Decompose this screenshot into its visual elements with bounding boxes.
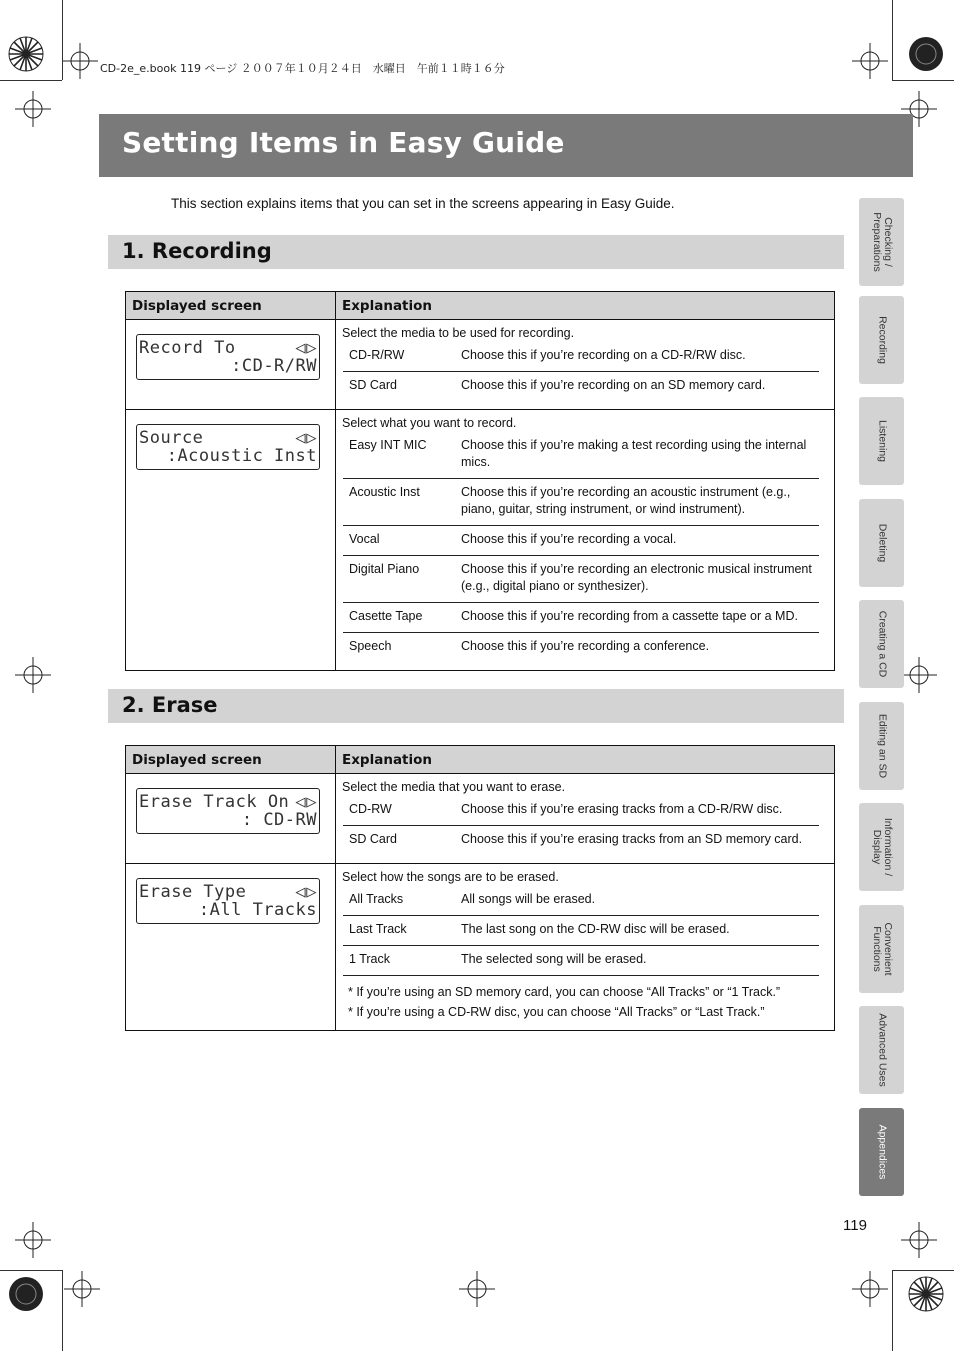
crosshair-mark-icon	[852, 43, 888, 79]
option-desc: Choose this if you’re recording an acoustic instrument (e.g., piano, guitar, string instrument, or wind instrument).	[455, 479, 819, 526]
option-name: All Tracks	[343, 886, 455, 916]
tab-appendices[interactable]	[859, 1108, 904, 1196]
section-title: 1. Recording	[122, 239, 272, 263]
crop-line	[892, 0, 893, 80]
lcd-line2: : CD-RW	[241, 810, 317, 830]
crop-line	[892, 80, 954, 81]
tab-label: Editing an SD	[876, 713, 888, 779]
crosshair-mark-icon	[15, 657, 51, 693]
explanation-cell	[336, 774, 835, 864]
section-erase-heading	[108, 689, 844, 723]
note-text: * If you’re using a CD-RW disc, you can choose “All Tracks” or “Last Track.”	[348, 1005, 765, 1019]
option-name: CD-RW	[343, 796, 455, 826]
list-item	[343, 479, 819, 526]
crosshair-mark-icon	[901, 657, 937, 693]
tab-checking-preparations[interactable]	[859, 198, 904, 286]
option-name: Casette Tape	[343, 603, 455, 633]
option-desc: Choose this if you’re recording from a cassette tape or a MD.	[455, 603, 819, 633]
option-name: SD Card	[349, 832, 397, 846]
list-item	[343, 796, 819, 826]
tab-label: Recording	[876, 316, 888, 364]
option-name: Acoustic Inst	[343, 479, 455, 526]
tab-information-display[interactable]	[859, 803, 904, 891]
list-item	[343, 342, 819, 372]
tab-listening[interactable]	[859, 397, 904, 485]
options-list	[343, 796, 819, 855]
section-recording-heading	[108, 235, 844, 269]
explanation-cell	[336, 864, 835, 1031]
option-name: Last Track	[343, 916, 455, 946]
lcd-display	[136, 424, 320, 470]
crop-line	[62, 1270, 63, 1351]
table-row	[126, 410, 835, 671]
lcd-line1: Erase Track On	[139, 792, 290, 812]
lcd-line2: :All Tracks	[198, 900, 317, 920]
tab-creating-a-cd[interactable]	[859, 600, 904, 688]
lcd-display	[136, 788, 320, 834]
registration-wheel-icon	[906, 1274, 946, 1314]
page-number: 119	[843, 1217, 867, 1234]
lcd-line1: Erase Type	[139, 882, 247, 902]
lcd-line1: Source	[139, 428, 204, 448]
lead-text: Select the media that you want to erase.	[342, 780, 566, 794]
column-header-explanation: Explanation	[336, 746, 835, 774]
note-text: * If you’re using an SD memory card, you can choose “All Tracks” or “1 Track.”	[348, 985, 781, 999]
tab-label: Listening	[876, 419, 888, 463]
options-list	[343, 342, 819, 401]
column-header-explanation: Explanation	[336, 292, 835, 320]
intro-text: This section explains items that you can set in the screens appearing in Easy Guide.	[171, 196, 675, 211]
option-name: Easy INT MIC	[343, 432, 455, 479]
list-item	[343, 556, 819, 603]
column-header-screen: Displayed screen	[126, 746, 336, 774]
tab-label: Deleting	[876, 523, 888, 563]
notes	[342, 976, 818, 1022]
option-desc: Choose this if you’re recording on an SD memory card.	[461, 378, 766, 392]
list-item	[343, 372, 819, 402]
registration-wheel-icon	[906, 34, 946, 74]
crop-line	[892, 1270, 954, 1271]
list-item	[343, 633, 819, 663]
lcd-arrows-icon: ◁▷	[295, 428, 317, 448]
lead-text: Select what you want to record.	[342, 416, 517, 430]
lcd-arrows-icon: ◁▷	[295, 792, 317, 812]
table-row	[126, 864, 835, 1031]
crop-line	[0, 1270, 62, 1271]
list-item	[343, 432, 819, 479]
crop-line	[62, 0, 63, 80]
print-header: CD-2e_e.book 119 ページ ２００７年１０月２４日 水曜日 午前１１時１６分	[100, 62, 505, 75]
option-desc: Choose this if you’re recording a vocal.	[455, 526, 819, 556]
tab-label: Information / Display	[870, 817, 894, 877]
tab-label: Checking / Preparations	[870, 212, 894, 272]
option-desc: Choose this if you’re erasing tracks from an SD memory card.	[461, 832, 803, 846]
column-header-screen: Displayed screen	[126, 292, 336, 320]
screen-cell	[126, 410, 336, 671]
tab-editing-an-sd[interactable]	[859, 702, 904, 790]
crop-line	[892, 1270, 893, 1351]
crosshair-mark-icon	[15, 91, 51, 127]
tab-label: Advanced Uses	[876, 1013, 888, 1087]
registration-wheel-icon	[6, 34, 46, 74]
list-item	[343, 886, 819, 916]
title-banner	[99, 114, 913, 177]
tab-label: Convenient Functions	[870, 922, 894, 976]
option-desc: The selected song will be erased.	[461, 952, 647, 966]
table-row	[126, 320, 835, 410]
table-row	[126, 774, 835, 864]
options-list	[343, 432, 819, 662]
lcd-line1: Record To	[139, 338, 236, 358]
lcd-arrows-icon: ◁▷	[295, 882, 317, 902]
lcd-display	[136, 334, 320, 380]
option-name: Digital Piano	[343, 556, 455, 603]
recording-table	[125, 291, 835, 671]
list-item	[343, 916, 819, 946]
screen-cell	[126, 864, 336, 1031]
registration-wheel-icon	[6, 1274, 46, 1314]
list-item	[343, 946, 819, 976]
crosshair-mark-icon	[64, 1271, 100, 1307]
tab-label: Creating a CD	[876, 610, 888, 678]
option-desc: Choose this if you’re recording an electronic musical instrument (e.g., digital piano or synthesizer).	[455, 556, 819, 603]
section-title: 2. Erase	[122, 693, 218, 717]
option-desc: Choose this if you’re erasing tracks from a CD-R/RW disc.	[455, 796, 819, 826]
erase-table	[125, 745, 835, 1031]
option-desc: Choose this if you’re recording a conference.	[461, 639, 710, 653]
tab-advanced-uses[interactable]	[859, 1006, 904, 1094]
crop-line	[0, 80, 62, 81]
option-desc: The last song on the CD-RW disc will be erased.	[455, 916, 819, 946]
options-list	[343, 886, 819, 976]
option-desc: Choose this if you’re making a test recording using the internal mics.	[455, 432, 819, 479]
screen-cell	[126, 774, 336, 864]
lcd-arrows-icon: ◁▷	[295, 338, 317, 358]
lcd-line2: :Acoustic Inst	[166, 446, 317, 466]
option-name: Vocal	[343, 526, 455, 556]
list-item	[343, 603, 819, 633]
option-name: SD Card	[349, 378, 397, 392]
option-name: CD-R/RW	[343, 342, 455, 372]
tab-label: Appendices	[876, 1124, 888, 1180]
tab-deleting[interactable]	[859, 499, 904, 587]
explanation-cell	[336, 320, 835, 410]
option-desc: Choose this if you’re recording on a CD-R/RW disc.	[455, 342, 819, 372]
option-name: Speech	[349, 639, 392, 653]
lead-text: Select the media to be used for recording.	[342, 326, 575, 340]
list-item	[343, 826, 819, 856]
tab-recording[interactable]	[859, 296, 904, 384]
tab-convenient-functions[interactable]	[859, 905, 904, 993]
option-desc: All songs will be erased.	[455, 886, 819, 916]
crosshair-mark-icon	[15, 1222, 51, 1258]
screen-cell	[126, 320, 336, 410]
lcd-line2: :CD-R/RW	[231, 356, 317, 376]
option-name: 1 Track	[349, 952, 390, 966]
crosshair-mark-icon	[901, 1222, 937, 1258]
page-title: Setting Items in Easy Guide	[122, 126, 565, 159]
lcd-display	[136, 878, 320, 924]
crosshair-mark-icon	[62, 43, 98, 79]
list-item	[343, 526, 819, 556]
lead-text: Select how the songs are to be erased.	[342, 870, 559, 884]
crosshair-mark-icon	[852, 1271, 888, 1307]
explanation-cell	[336, 410, 835, 671]
crosshair-mark-icon	[459, 1271, 495, 1307]
